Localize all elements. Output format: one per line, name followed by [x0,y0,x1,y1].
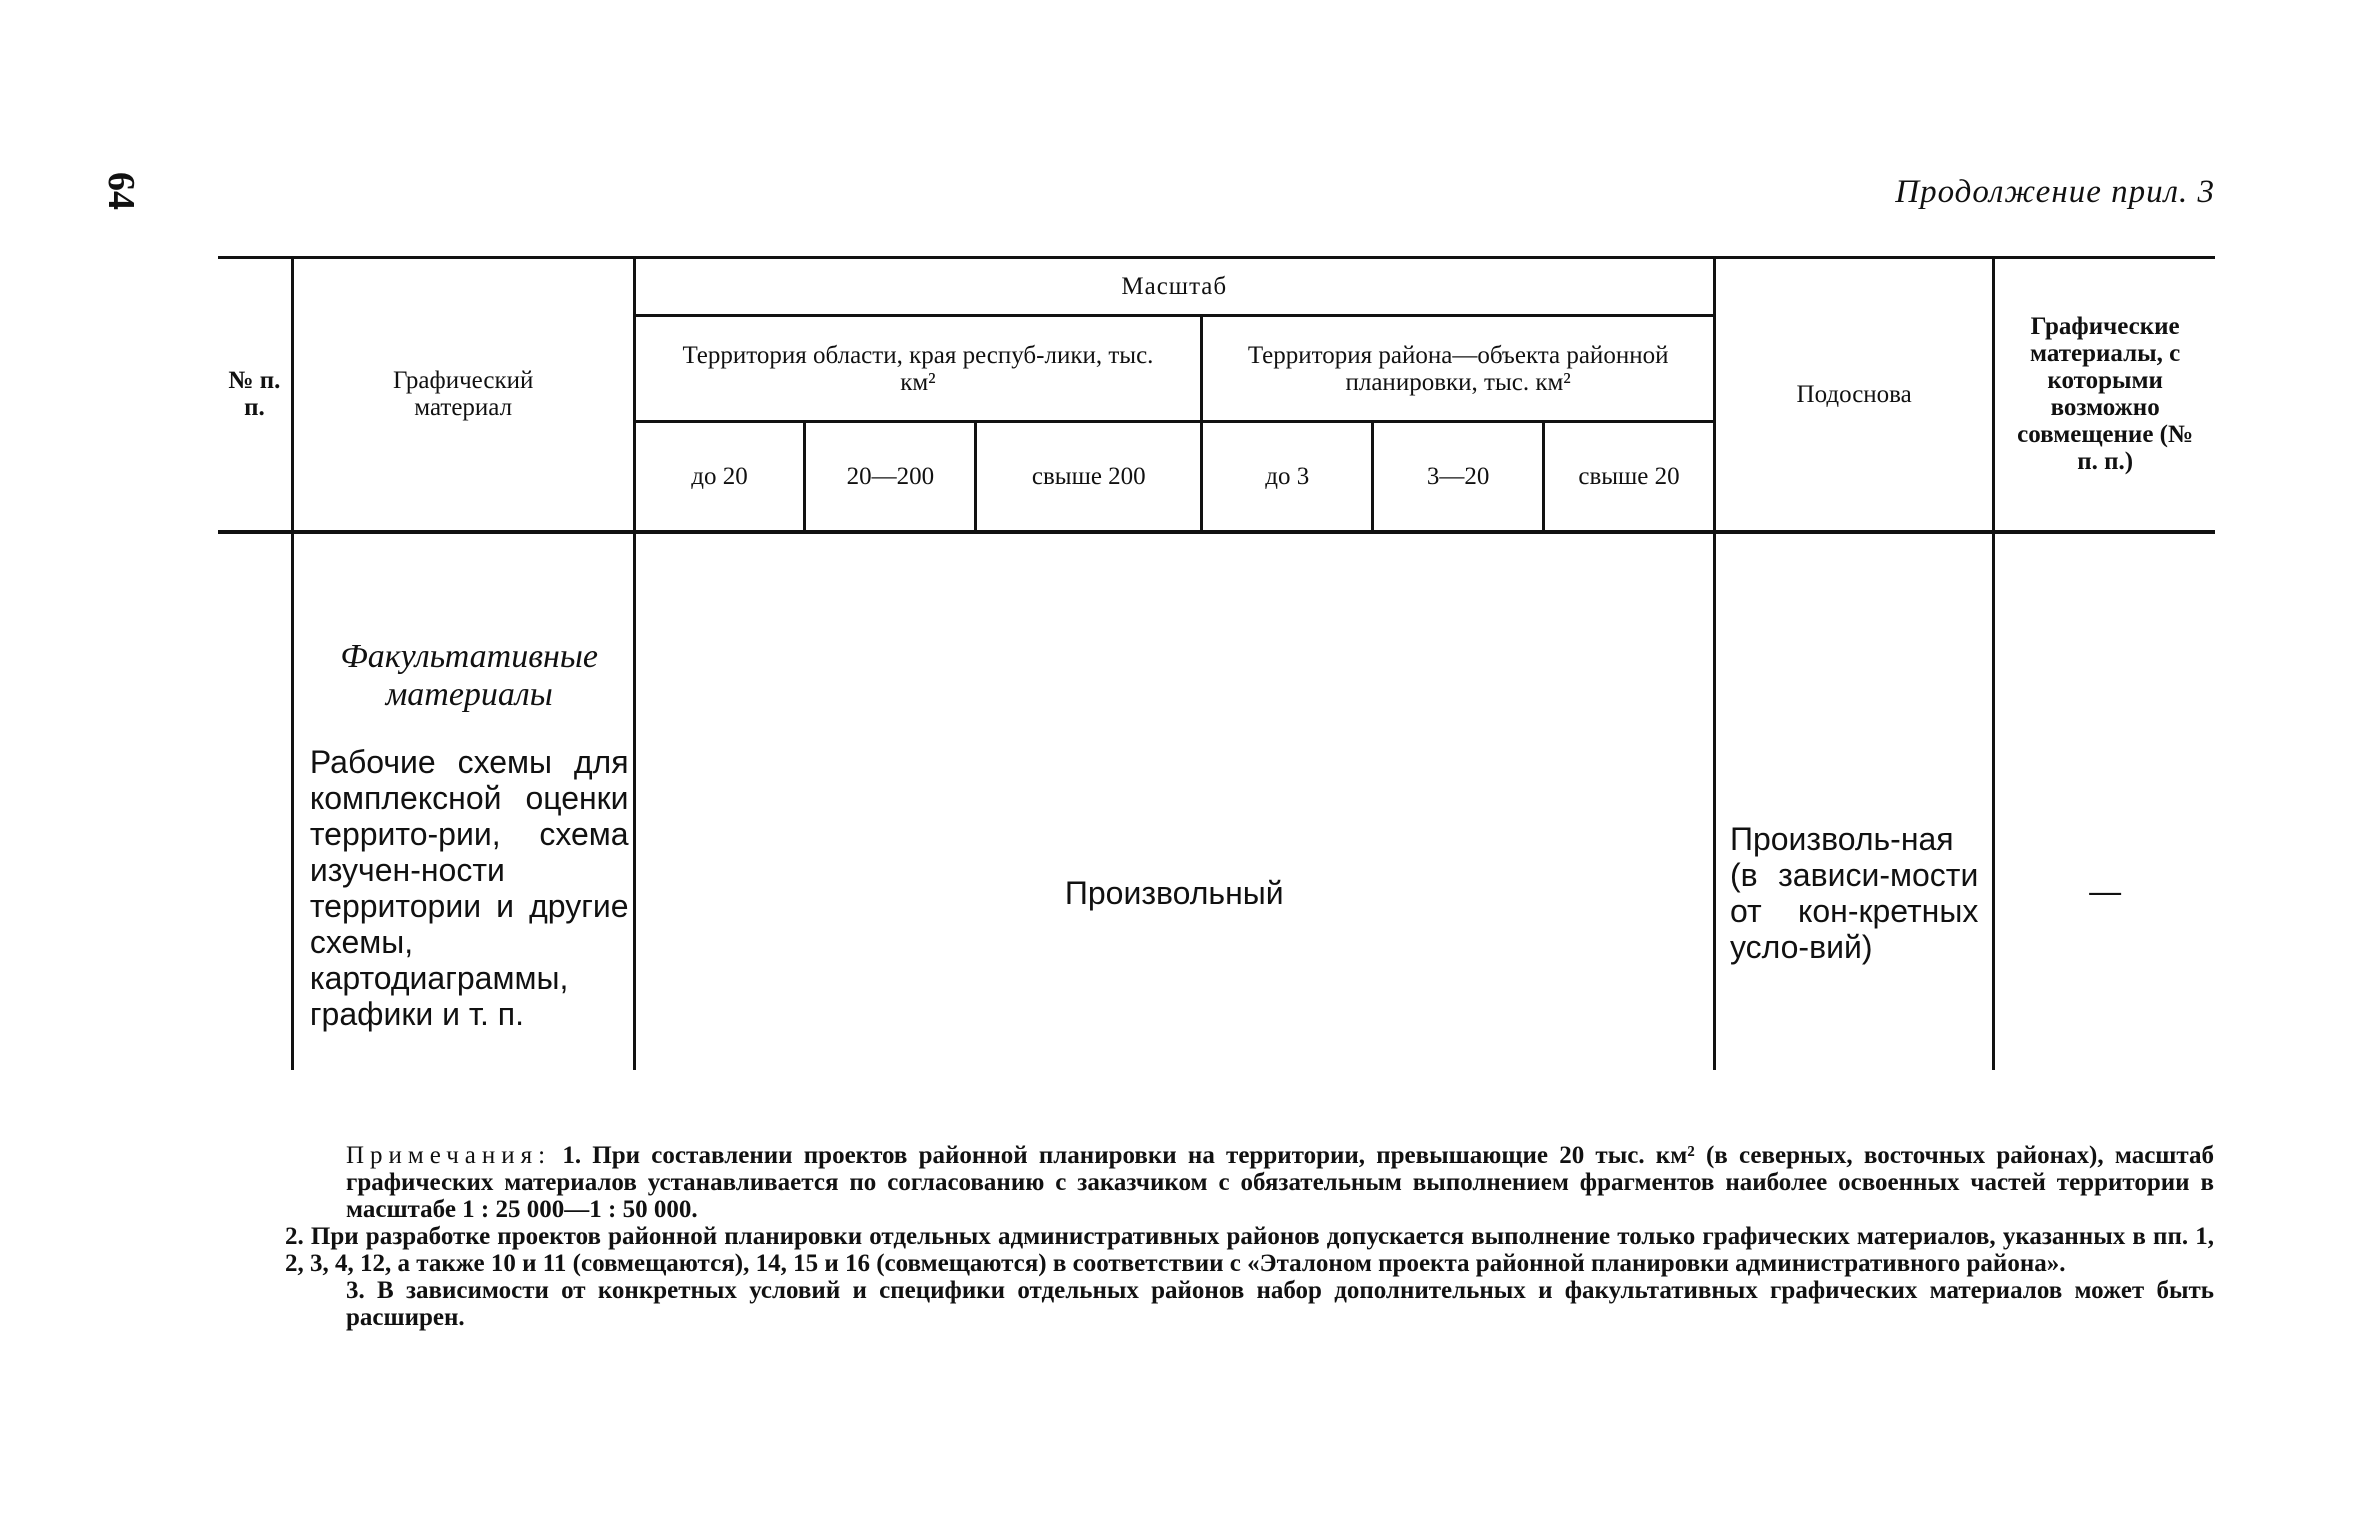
header-region-col-2: 20—200 [805,422,976,532]
material-description: Рабочие схемы для комплексной оценки террито-рии, схема изучен-ности территории и другие схемы, картодиаграммы, графики и т. п. [309,743,629,1032]
page-number: 64 [100,172,142,210]
graphic-materials-table [218,256,2215,1070]
header-district-col-1: до 3 [1202,422,1373,532]
header-region-col-1: до 20 [634,422,805,532]
table-row [218,532,2215,1070]
cell-material [292,532,634,1070]
section-title: Факультативные материалы [340,637,598,713]
header-region-col-3: свыше 200 [976,422,1202,532]
header-combined: Графические материалы, с которыми возможно совмещение (№ п. п.) [1994,258,2215,532]
cell-combined: — [1994,532,2215,1070]
note-1-text: 1. При составлении проектов районной планировки на территории, превышающие 20 тыс. км² (в северных, восточных районах), масштаб графических материалов устанавливается по согласованию с заказчиком с обязательным выполнением фрагментов наиболее освоенных частей территории в масштабе 1 : 25 000—1 : 50 000. [346,1142,2214,1223]
cell-scale: Произвольный [634,532,1714,1070]
note-2: 2. При разработке проектов районной планировки отдельных административных районов допускается выполнение только графических материалов, указанных в пп. 1, 2, 3, 4, 12, а также 10 и 11 (совмещаются), 14, 15 и 16 (совмещаются) в соответствии с «Эталоном проекта районной планировки административного района». [285,1223,2214,1277]
notes-label: Примечания: [346,1142,552,1169]
cell-podosnova: Произволь-ная (в зависи-мости от кон-кретных усло-вий) [1714,532,1993,1070]
note-3: 3. В зависимости от конкретных условий и специфики отдельных районов набор дополнительных и факультативных графических материалов может быть расширен. [346,1277,2214,1331]
header-district-col-3: свыше 20 [1544,422,1715,532]
header-district-col-2: 3—20 [1373,422,1544,532]
header-region: Территория области, края респуб-лики, тыс. км² [634,316,1202,422]
cell-number [218,532,292,1070]
header-number: № п. п. [218,258,292,532]
page-caption: Продолжение прил. 3 [1895,174,2215,210]
header-podosnova: Подоснова [1714,258,1993,532]
note-1 [346,1142,2214,1223]
notes [285,1142,2214,1331]
header-material: Графический материал [292,258,634,532]
header-scale: Масштаб [634,258,1714,316]
header-district: Территория района—объекта районной планировки, тыс. км² [1202,316,1715,422]
